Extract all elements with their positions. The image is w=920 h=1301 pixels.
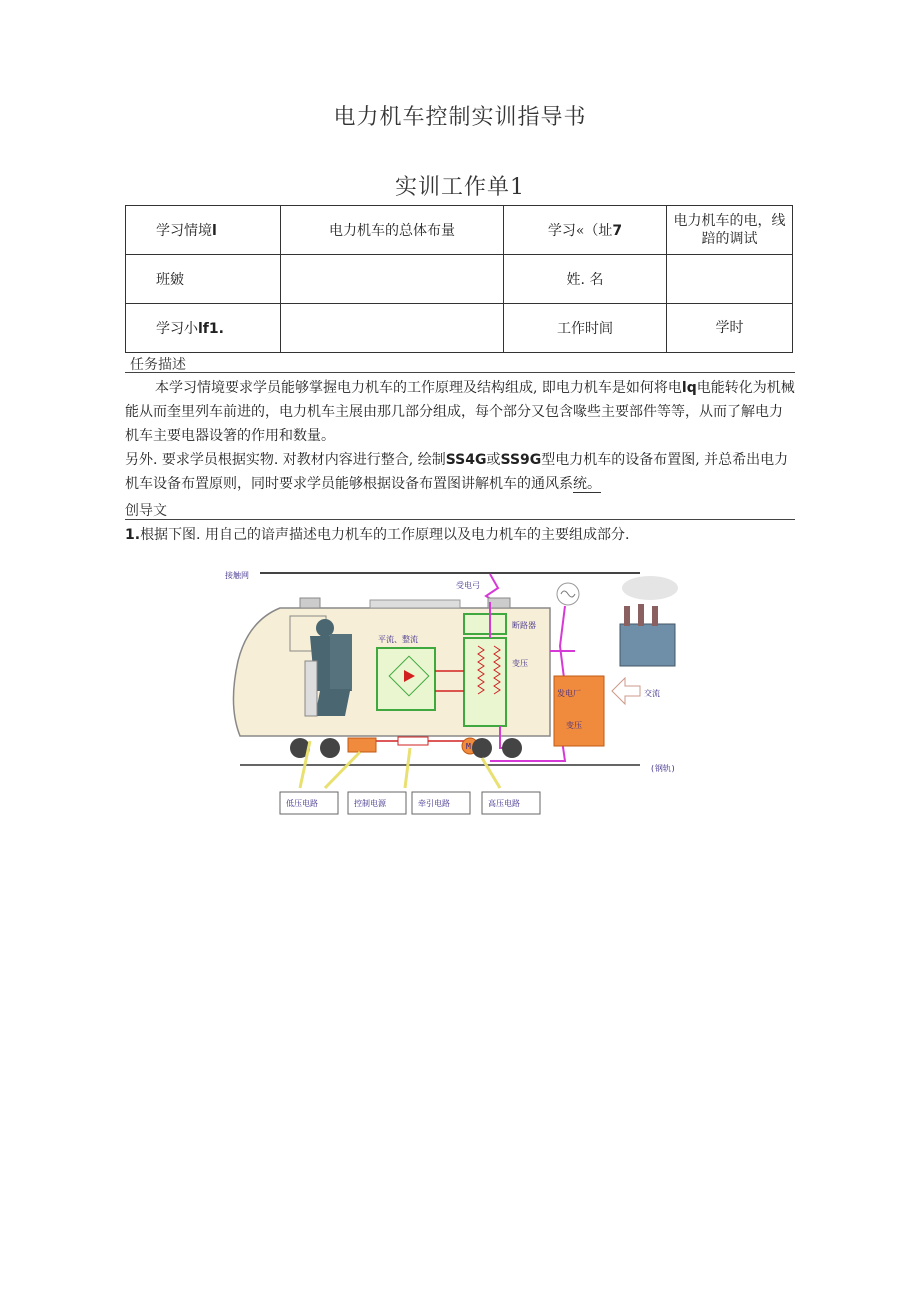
text-run: 另外. 要求学员根据实物. 对教材内容进行整合, 绘制	[125, 452, 446, 468]
cell-learning-task-value: 电力机车的电，线踣的调试	[667, 206, 793, 255]
cell-learning-situation-value: 电力机车的总体布量	[281, 206, 504, 255]
label-pantograph: 受电弓	[456, 581, 480, 590]
divider	[125, 519, 795, 520]
label-breaker: 断路器	[512, 621, 536, 630]
power-plant-icon	[620, 624, 675, 666]
label-step-up: 变压	[566, 721, 582, 730]
cell-work-time-label: 工作时闾	[504, 304, 667, 353]
wheel-icon	[320, 738, 340, 758]
text-run: 型电力机车的设备布置图, 并总希出电力机车设备布置原则，同时要求学员能够根据设备布置图讲解机车的通风系	[125, 452, 789, 492]
power-station-box	[554, 676, 604, 746]
text-run-bold: SS9G	[500, 452, 542, 468]
locomotive-diagram	[220, 566, 702, 821]
label-rail: (钢轨)	[650, 764, 676, 773]
label-control-power: 控制电源	[354, 799, 386, 808]
table-row	[126, 206, 793, 255]
text-run-bold: lq	[681, 380, 697, 396]
guide-heading: 创导文	[125, 503, 167, 519]
label-power-station: 发电厂	[557, 689, 581, 698]
text-run: 本学习情境要求学员能够掌握电力机车的工作原理及结构组成, 即电力机车是如何将电	[155, 380, 682, 396]
question-number: 1.	[125, 527, 141, 543]
cell-name-label: 姓. 名	[504, 255, 667, 304]
label-suffix: l	[212, 223, 217, 239]
cell-group-value[interactable]	[281, 304, 504, 353]
wheel-icon	[472, 738, 492, 758]
cell-work-time-value: 学时	[667, 304, 793, 353]
cell-class-label: 班皴	[126, 255, 281, 304]
text-run: 电能转化为机械能从而奎里列车前进的，电力机车主展由那几部分组成，每个部分又包含喙些主要部件等等，从而了解电力机车主要电器设箸的作用和数量。	[125, 380, 795, 444]
question-text: 根据下图. 用自己的谙声描述电力机车的工作原理以及电力机车的主要组成部分.	[140, 527, 630, 543]
cell-class-value[interactable]	[281, 255, 504, 304]
label-low-voltage: 低压电路	[286, 799, 318, 808]
label-ac: 交流	[644, 689, 660, 698]
label-text: 学习小	[156, 321, 198, 337]
label-contact-wire: 接触网	[225, 571, 249, 580]
label-transformer: 变压	[512, 659, 528, 668]
task-paragraph-2	[125, 448, 795, 496]
label-suffix: 7	[612, 223, 623, 239]
cell-name-value[interactable]	[667, 255, 793, 304]
task-paragraph-1	[125, 376, 795, 448]
label-traction: 牵引电路	[418, 799, 450, 808]
label-motor: M	[466, 742, 471, 751]
cell-learning-task-label	[504, 206, 667, 255]
info-table	[125, 205, 793, 353]
control-power-box	[348, 738, 376, 752]
breaker-box	[464, 614, 506, 634]
text-run: 或	[486, 452, 501, 468]
text-run-underlined: 统。	[573, 476, 601, 492]
worksheet-title: 实训工作单1	[395, 175, 525, 200]
question-1	[125, 524, 629, 544]
table-row	[126, 304, 793, 353]
wheel-icon	[502, 738, 522, 758]
label-text: 学习情境	[156, 223, 212, 239]
cell-learning-situation-label	[126, 206, 281, 255]
text-run-bold: SS4G	[445, 452, 487, 468]
divider	[125, 372, 795, 373]
table-row	[126, 255, 793, 304]
task-heading: 任务描述	[130, 357, 186, 373]
label-text: 学习«（址	[547, 223, 613, 239]
label-suffix: lf1.	[198, 321, 224, 337]
document-title: 电力机车控制实训指导书	[333, 105, 587, 130]
label-rectifier: 平流、整流	[378, 635, 418, 644]
label-high-voltage: 高压电路	[488, 799, 520, 808]
cell-group-label	[126, 304, 281, 353]
